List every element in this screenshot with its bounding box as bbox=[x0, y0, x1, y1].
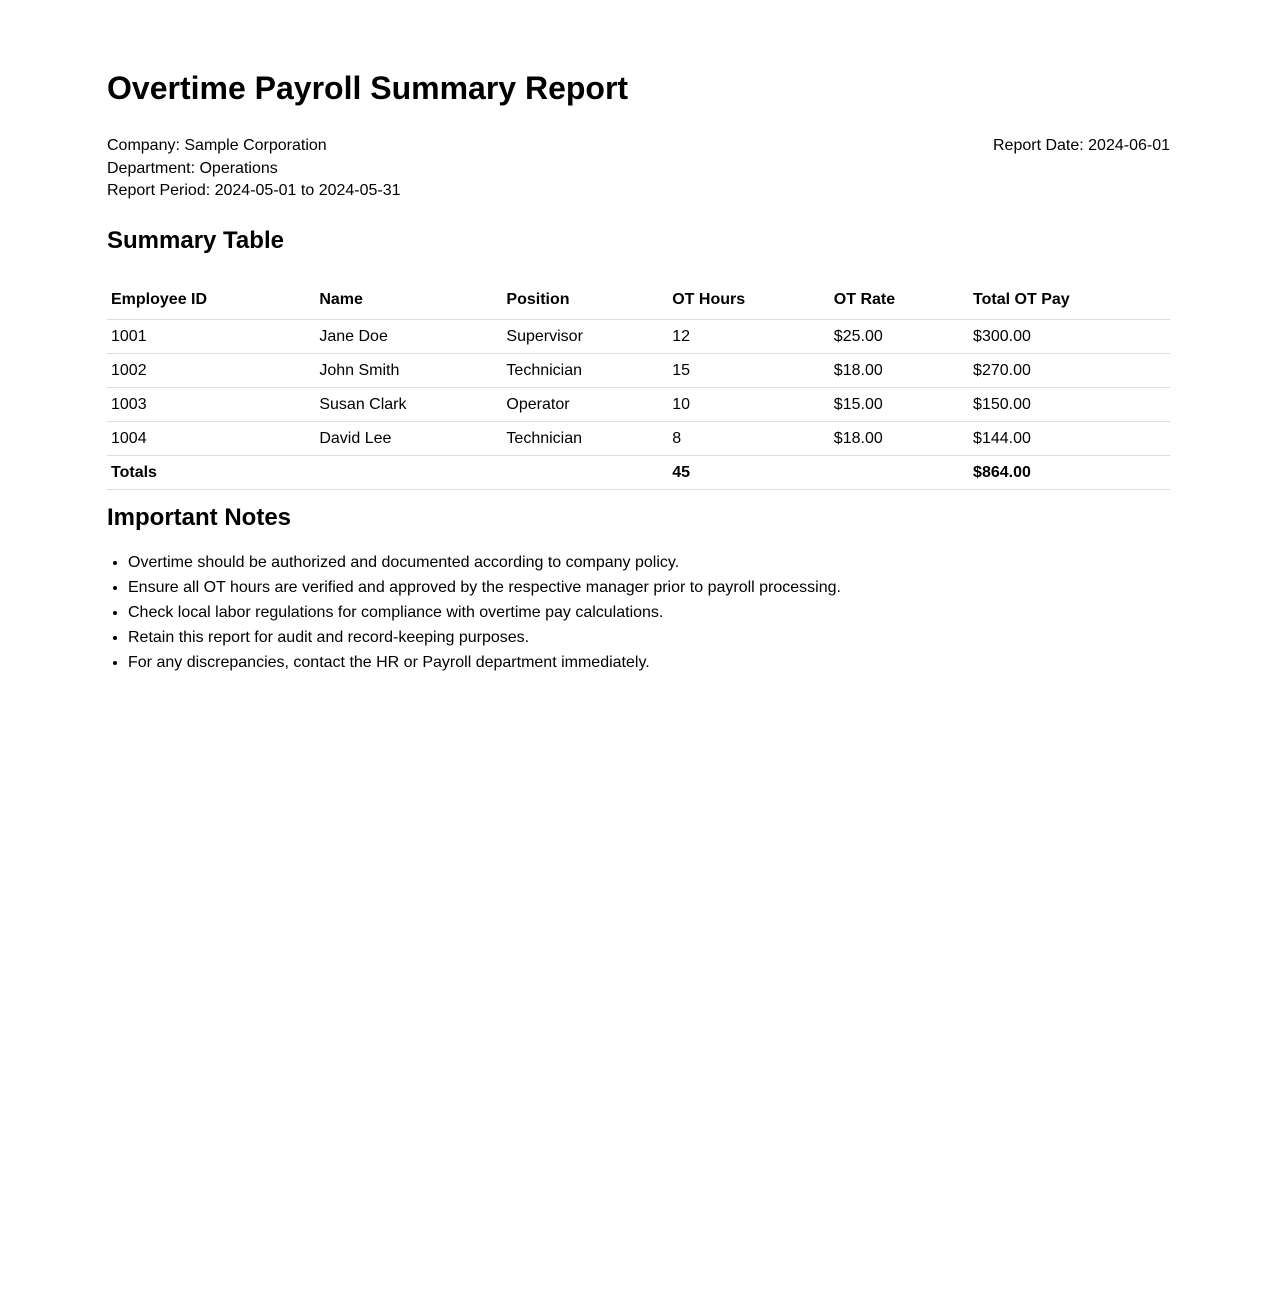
cell-employee-id: 1003 bbox=[107, 387, 315, 421]
totals-total-ot-pay: $864.00 bbox=[969, 455, 1170, 489]
table-row bbox=[107, 421, 1170, 455]
cell-position: Operator bbox=[502, 387, 668, 421]
report-meta-left bbox=[107, 135, 401, 203]
column-header-ot-hours: OT Hours bbox=[668, 279, 830, 320]
important-notes-heading: Important Notes bbox=[107, 503, 292, 531]
column-header-position: Position bbox=[502, 279, 668, 320]
table-row bbox=[107, 353, 1170, 387]
cell-employee-id: 1004 bbox=[107, 421, 315, 455]
cell-name: John Smith bbox=[315, 353, 502, 387]
column-header-employee-id: Employee ID bbox=[107, 279, 315, 320]
meta-company: Company: Sample Corporation bbox=[107, 137, 327, 154]
cell-ot-rate: $15.00 bbox=[830, 387, 969, 421]
cell-ot-hours: 12 bbox=[668, 319, 830, 353]
cell-name: Jane Doe bbox=[315, 319, 502, 353]
summary-table-heading: Summary Table bbox=[107, 226, 284, 254]
cell-position: Technician bbox=[502, 353, 668, 387]
note-item: • Ensure all OT hours are verified and approved by the respective manager prior to payroll processing. bbox=[128, 579, 1170, 596]
cell-name: David Lee bbox=[315, 421, 502, 455]
page-title: Overtime Payroll Summary Report bbox=[107, 70, 629, 106]
totals-label: Totals bbox=[107, 455, 315, 489]
cell-position: Supervisor bbox=[502, 319, 668, 353]
table-header-row bbox=[107, 279, 1170, 320]
cell-ot-rate: $25.00 bbox=[830, 319, 969, 353]
summary-table bbox=[107, 279, 1170, 490]
table-totals-row bbox=[107, 455, 1170, 489]
cell-total-ot-pay: $270.00 bbox=[969, 353, 1170, 387]
cell-total-ot-pay: $144.00 bbox=[969, 421, 1170, 455]
column-header-ot-rate: OT Rate bbox=[830, 279, 969, 320]
cell-ot-rate: $18.00 bbox=[830, 353, 969, 387]
cell-ot-hours: 8 bbox=[668, 421, 830, 455]
note-item: • Retain this report for audit and record-keeping purposes. bbox=[128, 629, 1170, 646]
cell-position: Technician bbox=[502, 421, 668, 455]
table-row bbox=[107, 387, 1170, 421]
column-header-total-ot-pay: Total OT Pay bbox=[969, 279, 1170, 320]
report-meta bbox=[107, 135, 1170, 203]
cell-total-ot-pay: $150.00 bbox=[969, 387, 1170, 421]
totals-ot-hours: 45 bbox=[668, 455, 830, 489]
totals-position-empty bbox=[502, 455, 668, 489]
meta-department: Department: Operations bbox=[107, 159, 278, 177]
meta-report-date: Report Date: 2024-06-01 bbox=[993, 137, 1170, 154]
meta-report-period: Report Period: 2024-05-01 to 2024-05-31 bbox=[107, 182, 401, 199]
note-item: • For any discrepancies, contact the HR or Payroll department immediately. bbox=[128, 654, 1170, 671]
cell-ot-hours: 15 bbox=[668, 353, 830, 387]
cell-ot-rate: $18.00 bbox=[830, 421, 969, 455]
cell-ot-hours: 10 bbox=[668, 387, 830, 421]
cell-employee-id: 1001 bbox=[107, 319, 315, 353]
column-header-name: Name bbox=[315, 279, 502, 320]
important-notes-list bbox=[107, 554, 1170, 671]
cell-employee-id: 1002 bbox=[107, 353, 315, 387]
cell-total-ot-pay: $300.00 bbox=[969, 319, 1170, 353]
table-row bbox=[107, 319, 1170, 353]
totals-ot-rate-empty bbox=[830, 455, 969, 489]
note-item: • Check local labor regulations for compliance with overtime pay calculations. bbox=[128, 604, 1170, 621]
cell-name: Susan Clark bbox=[315, 387, 502, 421]
totals-name-empty bbox=[315, 455, 502, 489]
note-item: • Overtime should be authorized and documented according to company policy. bbox=[128, 554, 1170, 571]
